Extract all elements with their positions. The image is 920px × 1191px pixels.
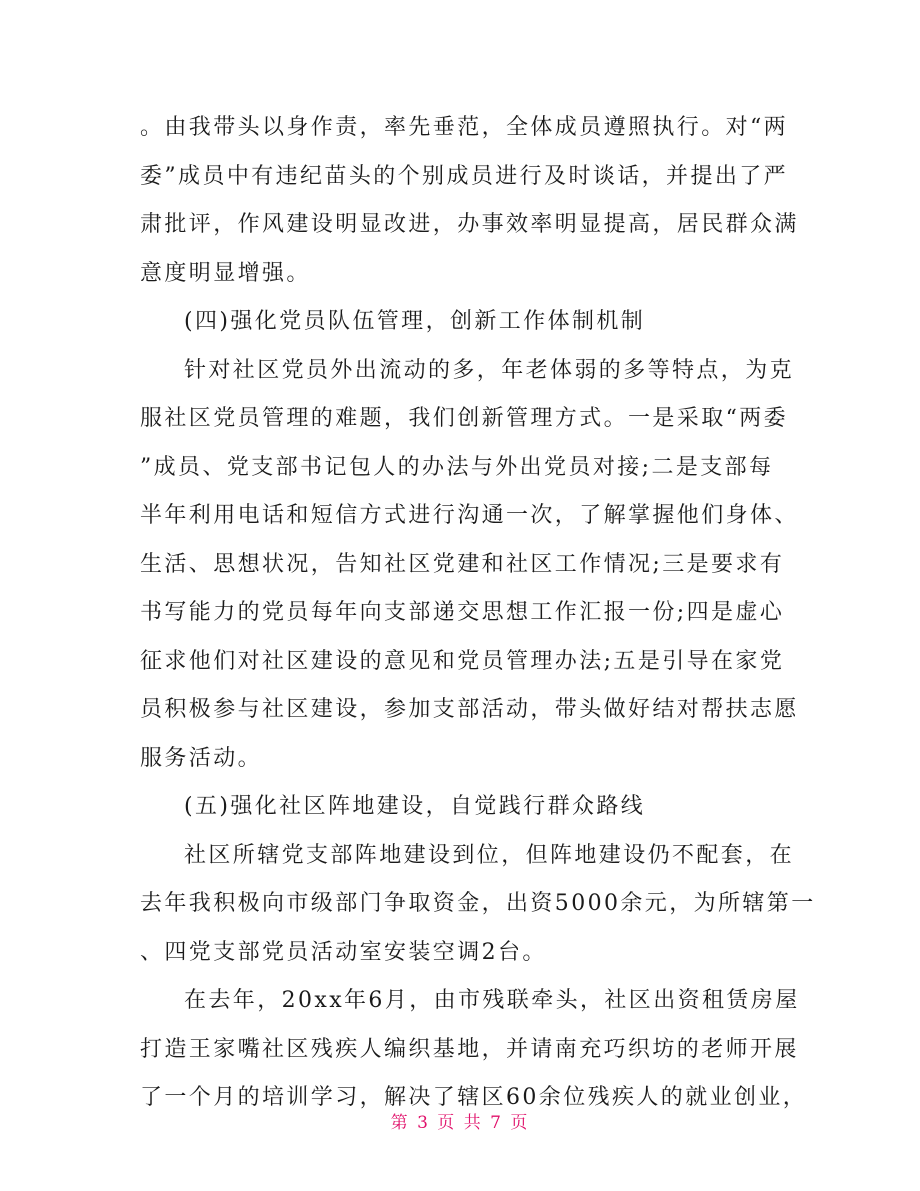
text-line: 书写能力的党员每年向支部递交思想工作汇报一份;四是虚心: [140, 600, 785, 625]
text-line: 。由我带头以身作责，率先垂范，全体成员遵照执行。对“两: [140, 115, 789, 140]
text-line: 针对社区党员外出流动的多，年老体弱的多等特点，为克: [184, 357, 795, 383]
text-line: 服社区党员管理的难题，我们创新管理方式。一是采取“两委: [140, 406, 789, 431]
text-line: 征求他们对社区建设的意见和党员管理办法;五是引导在家党: [140, 648, 785, 674]
text-line: 员积极参与社区建设，参加支部活动，带头做好结对帮扶志愿: [140, 697, 799, 722]
text-line: 打造王家嘴社区残疾人编织基地，并请南充巧织坊的老师开展: [140, 1036, 799, 1062]
text-line: 了一个月的培训学习，解决了辖区60余位残疾人的就业创业，: [140, 1085, 808, 1110]
text-line: 生活、思想状况，告知社区党建和社区工作情况;三是要求有: [140, 551, 785, 577]
text-line: (四)强化党员队伍管理，创新工作体制机制: [184, 309, 646, 334]
page-number-footer: 第 3 页 共 7 页: [390, 1113, 530, 1133]
text-line: 服务活动。: [140, 745, 263, 771]
text-line: 委”成员中有违纪苗头的个别成员进行及时谈话，并提出了严: [140, 163, 789, 189]
text-line: 意度明显增强。: [140, 260, 311, 286]
text-line: ”成员、党支部书记包人的办法与外出党员对接;二是支部每: [140, 454, 774, 480]
text-line: 社区所辖党支部阵地建设到位，但阵地建设仍不配套，在: [184, 842, 795, 868]
text-line: (五)强化社区阵地建设，自觉践行群众路线: [184, 794, 646, 819]
text-line: 肃批评，作风建设明显改进，办事效率明显提高，居民群众满: [140, 212, 799, 237]
text-line: 在去年，20xx年6月，由市残联牵头，社区出资租赁房屋: [184, 988, 800, 1013]
text-line: 、四党支部党员活动室安装空调2台。: [140, 939, 547, 965]
text-line: 半年利用电话和短信方式进行沟通一次，了解掌握他们身体、: [140, 503, 799, 528]
text-line: 去年我积极向市级部门争取资金，出资5000余元，为所辖第一: [140, 891, 816, 916]
document-body: [140, 104, 816, 1123]
